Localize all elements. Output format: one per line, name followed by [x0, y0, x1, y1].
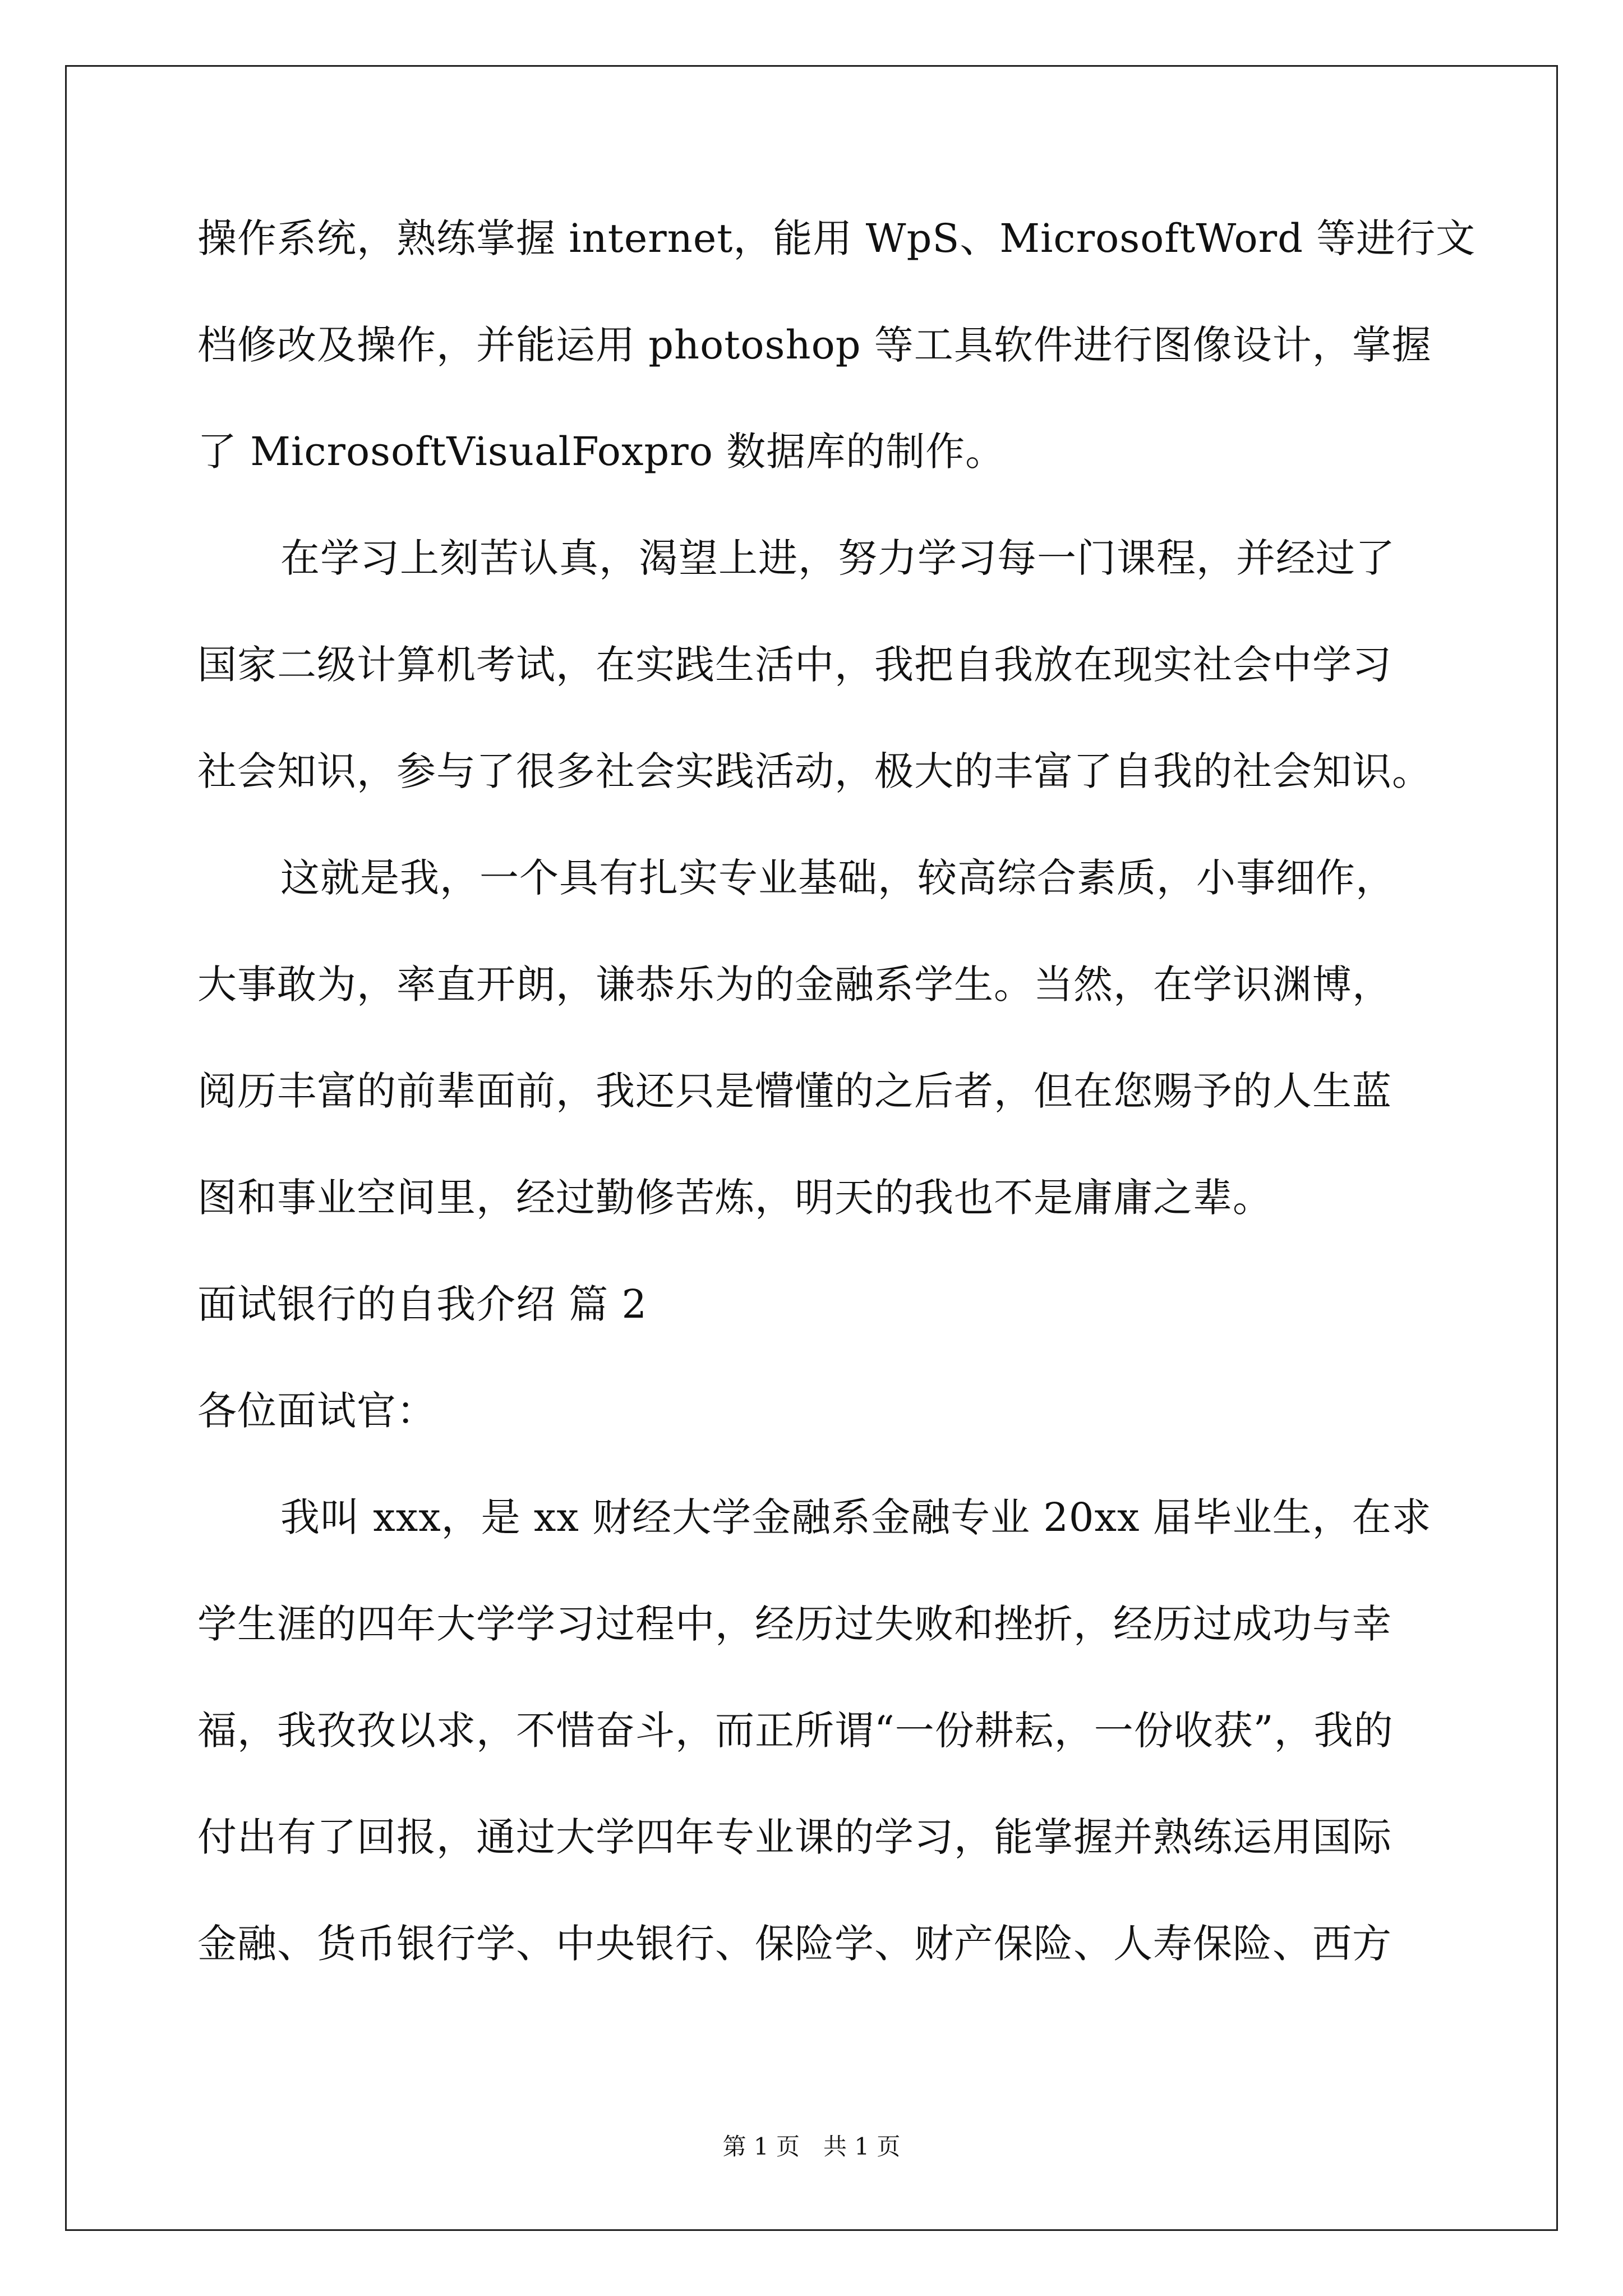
document-body [197, 215, 1476, 2031]
text-line: 学生涯的四年大学学习过程中，经历过失败和挫折，经历过成功与幸 [197, 1601, 1392, 1647]
text-line: 付出有了回报，通过大学四年专业课的学习，能掌握并熟练运用国际 [197, 1814, 1392, 1860]
section-heading: 面试银行的自我介绍 篇 2 [197, 1281, 648, 1327]
text-line: 大事敢为，率直开朗，谦恭乐为的金融系学生。当然，在学识渊博， [197, 961, 1392, 1007]
paragraph-first-line: 我叫 xxx，是 xx 财经大学金融系金融专业 20xx 届毕业生，在求 [280, 1494, 1432, 1540]
text-line: 福，我孜孜以求，不惜奋斗，而正所谓“一份耕耘，一份收获”，我的 [197, 1708, 1394, 1754]
text-line: 图和事业空间里，经过勤修苦炼，明天的我也不是庸庸之辈。 [197, 1175, 1272, 1221]
text-line: 阅历丰富的前辈面前，我还只是懵懂的之后者，但在您赐予的人生蓝 [197, 1068, 1392, 1114]
paragraph-first-line: 在学习上刻苦认真，渴望上进，努力学习每一门课程，并经过了 [280, 535, 1395, 581]
text-line: 档修改及操作，并能运用 photoshop 等工具软件进行图像设计，掌握 [197, 322, 1432, 368]
salutation: 各位面试官： [197, 1388, 436, 1434]
text-line: 操作系统，熟练掌握 internet，能用 WpS、MicrosoftWord 等进行文 [197, 215, 1476, 261]
page-number-footer: 第 1 页 共 1 页 [722, 2133, 901, 2160]
text-line: 了 MicrosoftVisualFoxpro 数据库的制作。 [197, 429, 1006, 475]
text-line: 国家二级计算机考试，在实践生活中，我把自我放在现实社会中学习 [197, 642, 1392, 688]
paragraph-first-line: 这就是我，一个具有扎实专业基础，较高综合素质，小事细作， [280, 855, 1395, 901]
text-line: 金融、货币银行学、中央银行、保险学、财产保险、人寿保险、西方 [197, 1921, 1392, 1967]
text-line: 社会知识，参与了很多社会实践活动，极大的丰富了自我的社会知识。 [197, 748, 1432, 794]
